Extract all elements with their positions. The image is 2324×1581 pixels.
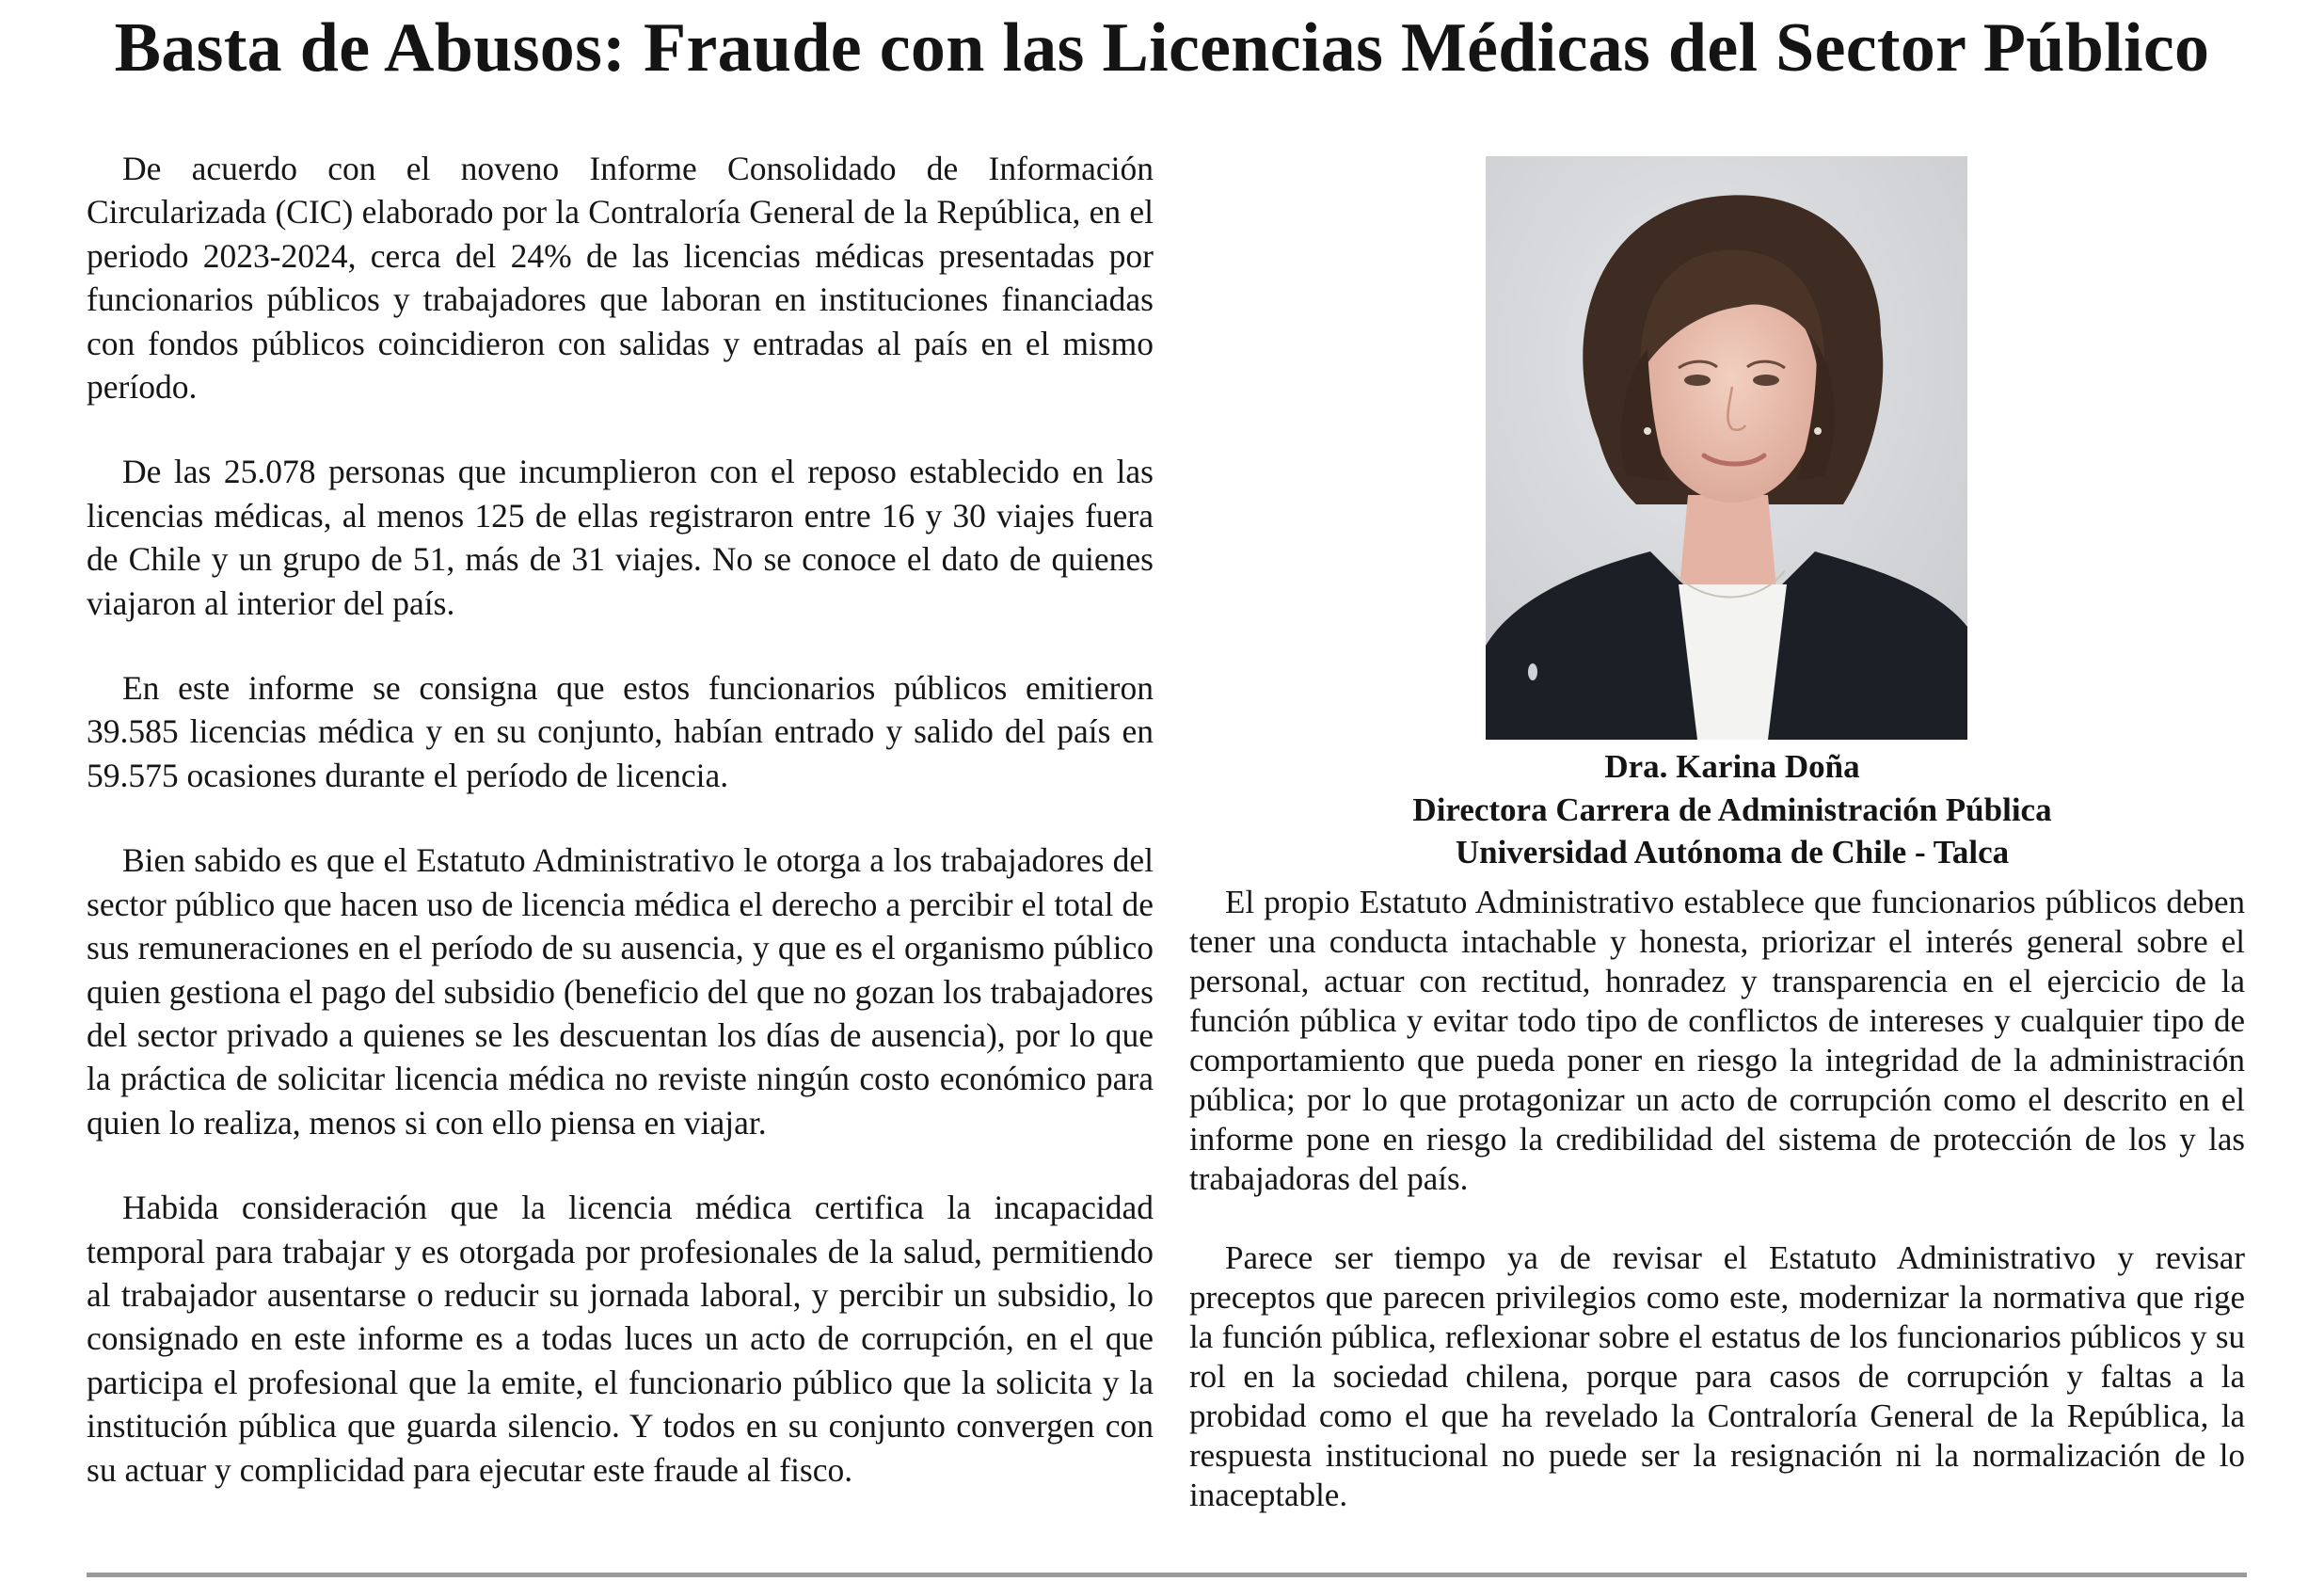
paragraph-right-2: Parece ser tiempo ya de revisar el Estatuto Administrativo y revisar preceptos que parecen privilegios como este, modernizar la normativa que rige la función pública, reflexionar sobre el estatus de los funcionarios públicos y su rol en la sociedad chilena, porque para casos de corrupción y faltas a la probidad como el que ha revelado la Contraloría General de la República, la respuesta institucional no puede ser la resignación ni la normalización de lo inaceptable. (1189, 1239, 2245, 1513)
article-title: Basta de Abusos: Fraude con las Licencias Médicas del Sector Público (114, 9, 2210, 87)
author-name: Dra. Karina Doña (1604, 748, 1860, 785)
paragraph-left-5: Habida consideración que la licencia médica certifica la incapacidad temporal para trabajar y es otorgada por profesionales de la salud, permitiendo al trabajador ausentarse o reducir su jornada laboral, y percibir un subsidio, lo consignado en este informe es a todas luces un acto de corrupción, en el que participa el profesional que la emite, el funcionario público que la solicita y la institución pública que guarda silencio. Y todos en su conjunto convergen con su actuar y complicidad para ejecutar este fraude al fisco. (87, 1189, 1154, 1489)
paragraph-left-3: En este informe se consigna que estos funcionarios públicos emitieron 39.585 licencias médica y en su conjunto, habían entrado y salido del país en 59.575 ocasiones durante el período de licencia. (87, 669, 1154, 794)
right-column (1189, 883, 2245, 1515)
paragraph-left-4: Bien sabido es que el Estatuto Administrativo le otorga a los trabajadores del sector público que hacen uso de licencia médica el derecho a percibir el total de sus remuneraciones en el período de su ausencia, y que es el organismo público quien gestiona el pago del subsidio (beneficio del que no gozan los trabajadores del sector privado a quienes se les descuentan los días de ausencia), por lo que la práctica de solicitar licencia médica no reviste ningún costo económico para quien lo realiza, menos si con ello piensa en viajar. (87, 841, 1154, 1142)
left-column (87, 147, 1154, 1492)
paragraph-right-1: El propio Estatuto Administrativo establece que funcionarios públicos deben tener una conducta intachable y honesta, priorizar el interés general sobre el personal, actuar con rectitud, honradez y transparencia en el ejercicio de la función pública y evitar todo tipo de conflictos de intereses y cualquier tipo de comportamiento que pueda poner en riesgo la integridad de la administración pública; por lo que protagonizar un acto de corrupción como el descrito en el informe pone en riesgo la credibilidad del sistema de protección de los y las trabajadoras del país. (1189, 884, 2245, 1197)
author-photo (1486, 156, 1967, 740)
paragraph-left-2: De las 25.078 personas que incumplieron con el reposo establecido en las licencias médicas, al menos 125 de ellas registraron entre 16 y 30 viajes fuera de Chile y un grupo de 51, más de 31 viajes. No se conoce el dato de quienes viajaron al interior del país. (87, 453, 1154, 622)
author-affiliation: Universidad Autónoma de Chile - Talca (1455, 834, 2010, 870)
author-role: Directora Carrera de Administración Pública (1412, 790, 2052, 828)
photo-caption (1204, 745, 2260, 874)
paragraph-left-1: De acuerdo con el noveno Informe Consolidado de Información Circularizada (CIC) elaborado por la Contraloría General de la República, en el periodo 2023-2024, cerca del 24% de las licencias médicas presentadas por funcionarios públicos y trabajadores que laboran en instituciones financiadas con fondos públicos coincidieron con salidas y entradas al país en el mismo período. (87, 150, 1154, 407)
bottom-divider (87, 1573, 2247, 1577)
